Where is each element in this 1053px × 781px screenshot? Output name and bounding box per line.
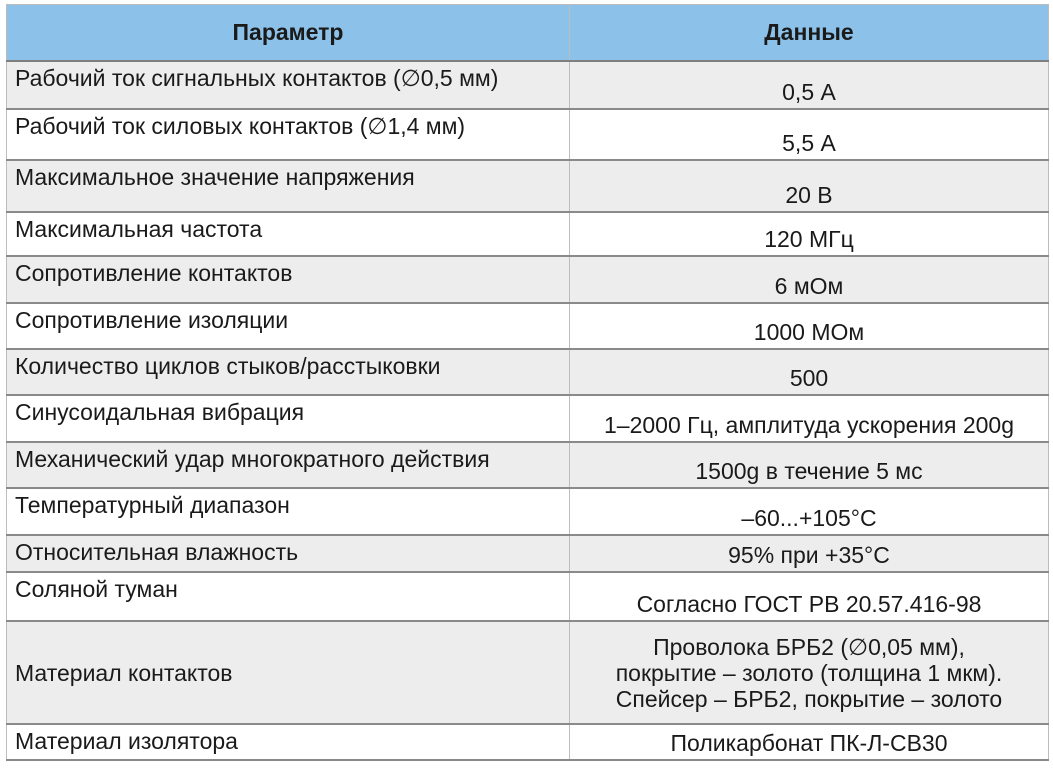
row-parameter: Максимальное значение напряжения	[7, 160, 570, 212]
row-value: 120 МГц	[570, 212, 1049, 256]
row-parameter: Относительная влажность	[7, 535, 570, 572]
value-line: Спейсер – БРБ2, покрытие – золото	[615, 685, 1003, 712]
row-parameter: Сопротивление изоляции	[7, 303, 570, 349]
table-row	[7, 212, 1049, 256]
row-parameter: Температурный диапазон	[7, 488, 570, 535]
table-row	[7, 572, 1049, 621]
row-value: 1–2000 Гц, амплитуда ускорения 200g	[570, 395, 1049, 442]
row-parameter: Максимальная частота	[7, 212, 570, 256]
spec-table-container	[6, 4, 1048, 761]
row-value: 20 В	[570, 160, 1049, 212]
table-row	[7, 256, 1049, 303]
row-parameter: Механический удар многократного действия	[7, 442, 570, 488]
table-row	[7, 535, 1049, 572]
header-parameter: Параметр	[7, 5, 570, 62]
row-value: 0,5 А	[570, 61, 1049, 109]
row-value: 95% при +35°С	[570, 535, 1049, 572]
row-parameter: Материал контактов	[7, 621, 570, 724]
row-value: –60...+105°С	[570, 488, 1049, 535]
table-row	[7, 621, 1049, 724]
table-row	[7, 395, 1049, 442]
row-parameter: Материал изолятора	[7, 724, 570, 760]
row-value: 1500g в течение 5 мс	[570, 442, 1049, 488]
row-parameter: Рабочий ток сигнальных контактов (∅0,5 мм)	[7, 61, 570, 109]
header-value: Данные	[570, 5, 1049, 62]
value-line: Проволока БРБ2 (∅0,05 мм),	[653, 633, 965, 660]
table-row	[7, 442, 1049, 488]
table-row	[7, 160, 1049, 212]
table-row	[7, 724, 1049, 760]
row-value: 6 мОм	[570, 256, 1049, 303]
table-row	[7, 109, 1049, 160]
row-value: 500	[570, 349, 1049, 395]
row-parameter: Рабочий ток силовых контактов (∅1,4 мм)	[7, 109, 570, 160]
value-line: покрытие – золото (толщина 1 мкм).	[615, 659, 1003, 686]
table-row	[7, 61, 1049, 109]
row-parameter: Количество циклов стыков/расстыковки	[7, 349, 570, 395]
row-value	[570, 621, 1049, 724]
row-parameter: Соляной туман	[7, 572, 570, 621]
table-row	[7, 303, 1049, 349]
row-value: 5,5 А	[570, 109, 1049, 160]
table-row	[7, 349, 1049, 395]
row-value: Поликарбонат ПК-Л-СВ30	[570, 724, 1049, 760]
row-parameter: Синусоидальная вибрация	[7, 395, 570, 442]
row-value: 1000 МОм	[570, 303, 1049, 349]
row-parameter: Сопротивление контактов	[7, 256, 570, 303]
row-value: Согласно ГОСТ РВ 20.57.416-98	[570, 572, 1049, 621]
header-row	[7, 5, 1049, 62]
table-row	[7, 488, 1049, 535]
spec-table	[6, 4, 1049, 761]
